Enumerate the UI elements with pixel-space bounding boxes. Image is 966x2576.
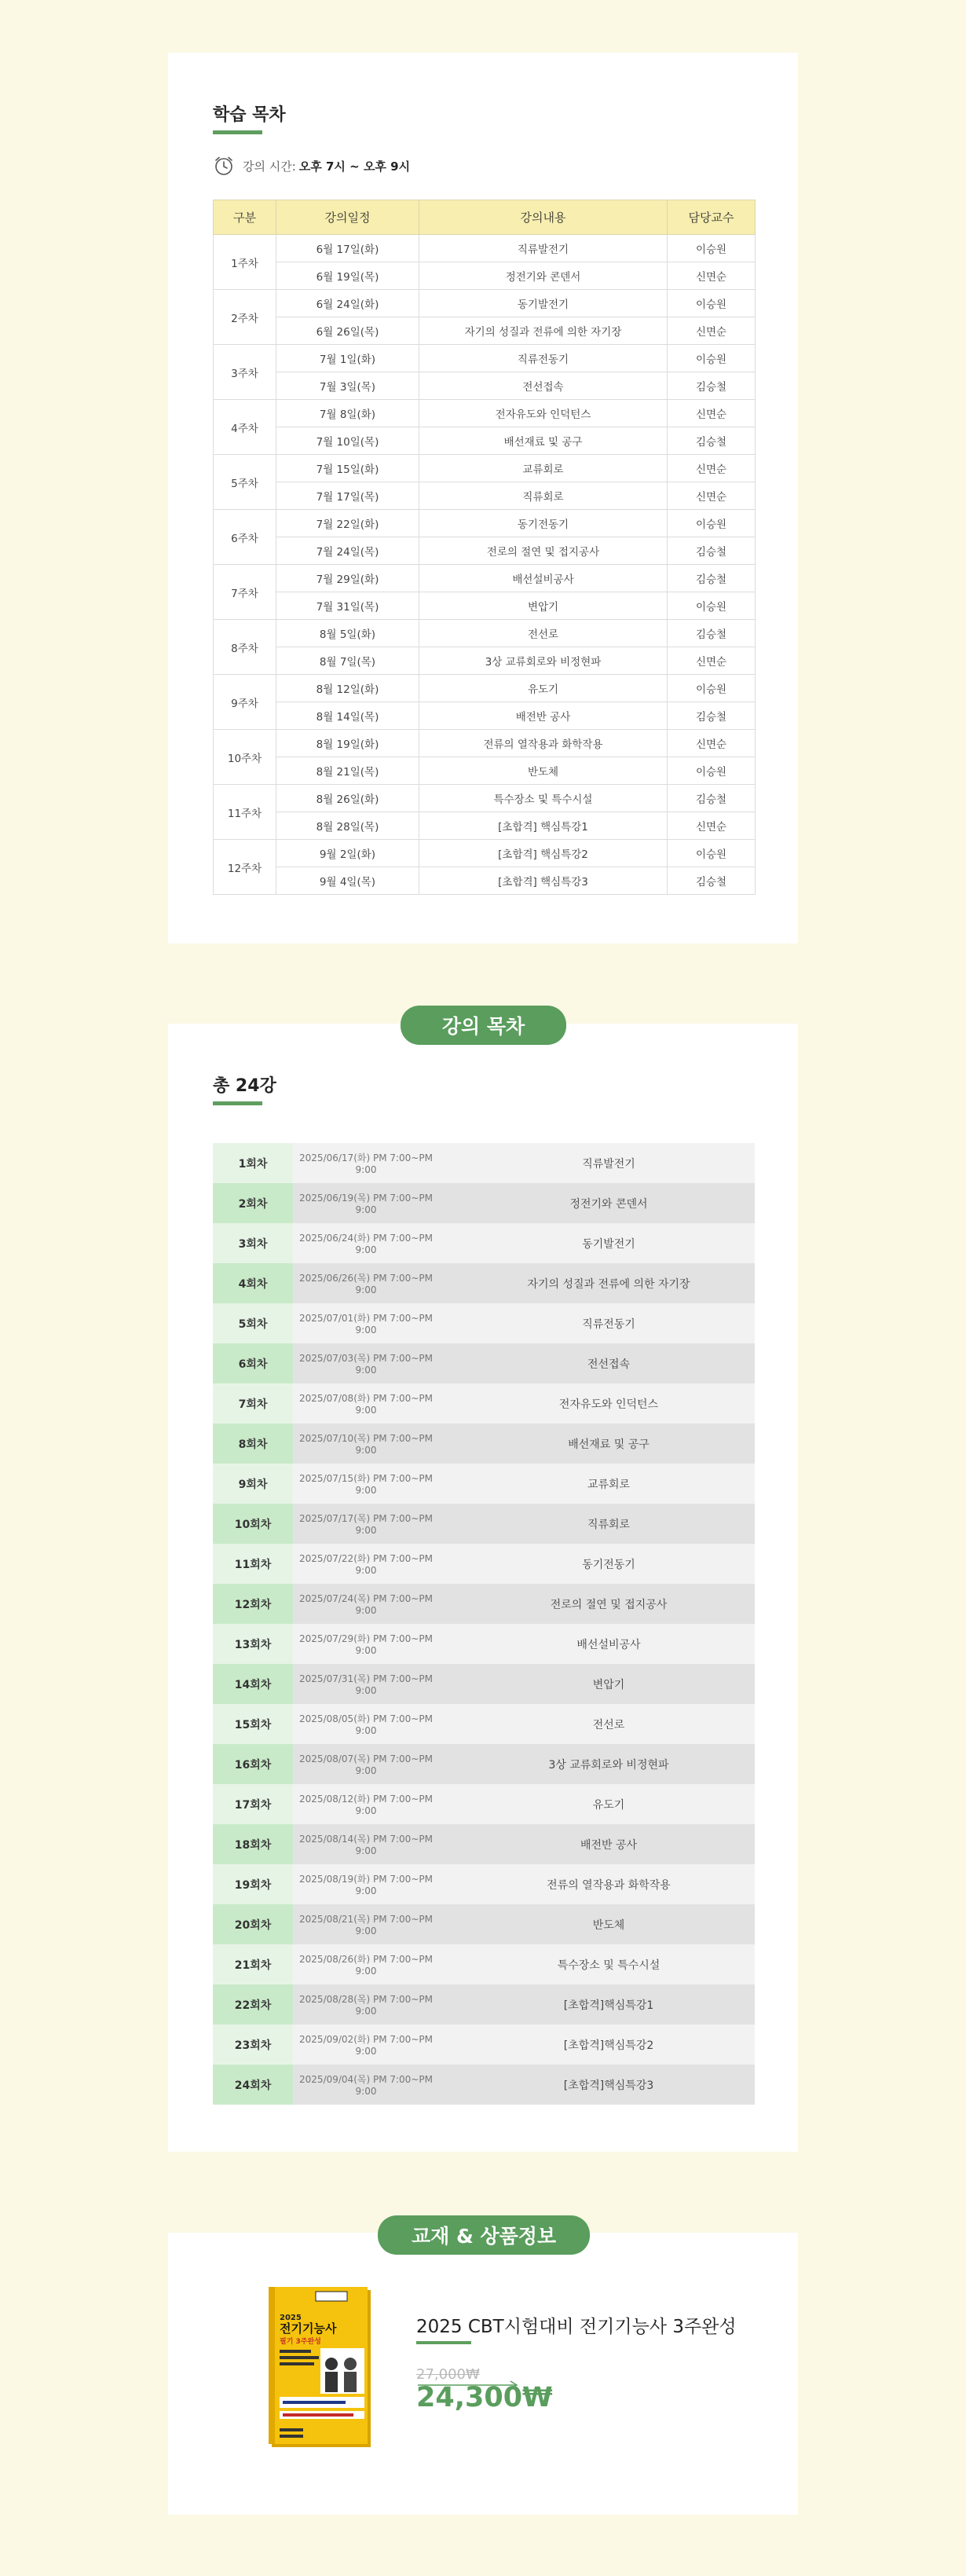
lecture-date: 2025/07/17(목) PM 7:00~PM 9:00 (299, 1513, 433, 1536)
week-cell: 1주차 (214, 235, 276, 290)
lecture-date: 2025/07/31(목) PM 7:00~PM 9:00 (299, 1673, 433, 1696)
lecture-title: 전자유도와 인덕턴스 (558, 1398, 659, 1411)
schedule-row (214, 592, 756, 620)
date-cell: 8월 5일(화) (276, 620, 419, 647)
lecture-row (213, 1784, 755, 1824)
product-name[interactable]: 2025 CBT시험대비 전기기능사 3주완성 (416, 2317, 737, 2337)
date-cell: 7월 10일(목) (276, 427, 419, 455)
professor-cell: 김승철 (668, 785, 756, 812)
title-underline (213, 1101, 262, 1105)
lecture-card (168, 1024, 798, 2152)
original-price: 27,000₩ (416, 2366, 480, 2383)
schedule-row (214, 537, 756, 565)
lecture-row (213, 1664, 755, 1704)
lecture-row (213, 1504, 755, 1544)
lecture-title: 반도체 (592, 1918, 625, 1932)
lecture-row (213, 1544, 755, 1584)
content-cell: 반도체 (419, 757, 668, 785)
lecture-number: 12회차 (213, 1584, 293, 1624)
professor-cell: 이승원 (668, 345, 756, 372)
lecture-date: 2025/09/02(화) PM 7:00~PM 9:00 (299, 2034, 433, 2057)
curriculum-title: 학습 목차 (213, 105, 286, 125)
date-cell: 8월 21일(목) (276, 757, 419, 785)
lecture-title: 3상 교류회로와 비정현파 (548, 1758, 669, 1772)
date-cell: 7월 3일(목) (276, 372, 419, 400)
week-cell: 5주차 (214, 455, 276, 510)
lecture-row (213, 1584, 755, 1624)
schedule-row (214, 812, 756, 840)
lecture-number: 4회차 (213, 1263, 293, 1303)
lecture-date: 2025/07/03(목) PM 7:00~PM 9:00 (299, 1353, 433, 1376)
lecture-row (213, 1143, 755, 1183)
lecture-number: 17회차 (213, 1784, 293, 1824)
date-cell: 7월 15일(화) (276, 455, 419, 482)
lecture-row (213, 1984, 755, 2025)
lecture-date: 2025/08/19(화) PM 7:00~PM 9:00 (299, 1874, 433, 1896)
header-content: 강의내용 (419, 200, 668, 235)
content-cell: 전자유도와 인덕턴스 (419, 400, 668, 427)
professor-cell: 신면순 (668, 455, 756, 482)
week-cell: 2주차 (214, 290, 276, 345)
professor-cell: 이승원 (668, 235, 756, 262)
lecture-title: 전류의 열작용과 화학작용 (547, 1878, 671, 1892)
schedule-row (214, 317, 756, 345)
content-cell: 3상 교류회로와 비정현파 (419, 647, 668, 675)
professor-cell: 이승원 (668, 757, 756, 785)
professor-cell: 이승원 (668, 290, 756, 317)
professor-cell: 김승철 (668, 867, 756, 895)
book-year: 2025 (280, 2314, 302, 2322)
content-cell: 동기전동기 (419, 510, 668, 537)
content-cell: 배선설비공사 (419, 565, 668, 592)
lecture-row (213, 1303, 755, 1343)
professor-cell: 김승철 (668, 372, 756, 400)
lecture-title: 직류전동기 (582, 1317, 635, 1331)
lecture-title: 교류회로 (587, 1478, 631, 1491)
lecture-date: 2025/08/21(목) PM 7:00~PM 9:00 (299, 1914, 433, 1937)
lecture-row (213, 1464, 755, 1504)
date-cell: 6월 17일(화) (276, 235, 419, 262)
content-cell: 변압기 (419, 592, 668, 620)
professor-cell: 김승철 (668, 565, 756, 592)
lecture-row (213, 1624, 755, 1664)
lecture-number: 9회차 (213, 1464, 293, 1504)
lecture-number: 21회차 (213, 1944, 293, 1984)
lecture-number: 20회차 (213, 1904, 293, 1944)
lecture-title: [초합격]핵심특강3 (563, 2079, 654, 2092)
lecture-row (213, 1263, 755, 1303)
lecture-number: 2회차 (213, 1183, 293, 1223)
lecture-title: 유도기 (592, 1798, 625, 1812)
week-cell: 8주차 (214, 620, 276, 675)
lecture-title: 동기전동기 (582, 1558, 635, 1571)
date-cell: 8월 7일(목) (276, 647, 419, 675)
date-cell: 8월 14일(목) (276, 702, 419, 730)
content-cell: 동기발전기 (419, 290, 668, 317)
date-cell: 7월 17일(목) (276, 482, 419, 510)
schedule-body (214, 235, 756, 895)
lecture-row (213, 1744, 755, 1784)
lecture-title: 배전반 공사 (580, 1838, 638, 1852)
schedule-row (214, 290, 756, 317)
lecture-row (213, 1944, 755, 1984)
week-cell: 7주차 (214, 565, 276, 620)
lecture-number: 5회차 (213, 1303, 293, 1343)
content-cell: 전선로 (419, 620, 668, 647)
header-week: 구분 (214, 200, 276, 235)
lecture-title: 변압기 (592, 1678, 625, 1691)
schedule-row (214, 372, 756, 400)
schedule-row (214, 235, 756, 262)
schedule-row (214, 400, 756, 427)
week-cell: 6주차 (214, 510, 276, 565)
content-cell: 유도기 (419, 675, 668, 702)
time-value: 오후 7시 ~ 오후 9시 (298, 159, 411, 174)
professor-cell: 김승철 (668, 702, 756, 730)
lecture-title: 자기의 성질과 전류에 의한 자기장 (527, 1277, 690, 1291)
professor-cell: 이승원 (668, 840, 756, 867)
product-card (168, 2233, 798, 2515)
date-cell: 8월 28일(목) (276, 812, 419, 840)
schedule-row (214, 867, 756, 895)
book-subtitle: 필기 3주완성 (280, 2338, 321, 2346)
content-cell: 전선접속 (419, 372, 668, 400)
lecture-date: 2025/07/15(화) PM 7:00~PM 9:00 (299, 1473, 433, 1496)
lecture-date: 2025/07/22(화) PM 7:00~PM 9:00 (299, 1553, 433, 1576)
date-cell: 9월 2일(화) (276, 840, 419, 867)
product-section-badge: 교재 & 상품정보 (378, 2215, 590, 2255)
lecture-number: 10회차 (213, 1504, 293, 1544)
lecture-date: 2025/06/24(화) PM 7:00~PM 9:00 (299, 1233, 433, 1255)
week-cell: 3주차 (214, 345, 276, 400)
content-cell: [초합격] 핵심특강1 (419, 812, 668, 840)
content-cell: 배선재료 및 공구 (419, 427, 668, 455)
schedule-row (214, 757, 756, 785)
lecture-date: 2025/07/29(화) PM 7:00~PM 9:00 (299, 1633, 433, 1656)
professor-cell: 신면순 (668, 482, 756, 510)
header-schedule: 강의일정 (276, 200, 419, 235)
lecture-row (213, 1183, 755, 1223)
date-cell: 7월 22일(화) (276, 510, 419, 537)
lecture-number: 18회차 (213, 1824, 293, 1864)
lecture-date: 2025/08/05(화) PM 7:00~PM 9:00 (299, 1713, 433, 1736)
schedule-row (214, 427, 756, 455)
lecture-number: 1회차 (213, 1143, 293, 1183)
content-cell: [초합격] 핵심특강2 (419, 840, 668, 867)
schedule-row (214, 620, 756, 647)
lecture-title: 배선설비공사 (576, 1638, 641, 1651)
lecture-date: 2025/06/17(화) PM 7:00~PM 9:00 (299, 1152, 433, 1175)
lecture-number: 11회차 (213, 1544, 293, 1584)
professor-cell: 김승철 (668, 537, 756, 565)
content-cell: 배전반 공사 (419, 702, 668, 730)
lecture-number: 23회차 (213, 2025, 293, 2065)
lecture-title: 직류발전기 (582, 1157, 635, 1171)
lecture-date: 2025/08/14(목) PM 7:00~PM 9:00 (299, 1834, 433, 1856)
date-cell: 6월 24일(화) (276, 290, 419, 317)
week-cell: 12주차 (214, 840, 276, 895)
content-cell: 자기의 성질과 전류에 의한 자기장 (419, 317, 668, 345)
lecture-date: 2025/08/12(화) PM 7:00~PM 9:00 (299, 1794, 433, 1816)
date-cell: 7월 8일(화) (276, 400, 419, 427)
lecture-date: 2025/06/26(목) PM 7:00~PM 9:00 (299, 1273, 433, 1295)
lecture-number: 19회차 (213, 1864, 293, 1904)
lecture-number: 24회차 (213, 2065, 293, 2105)
lecture-date: 2025/08/28(목) PM 7:00~PM 9:00 (299, 1994, 433, 2017)
schedule-row (214, 345, 756, 372)
lecture-count-title: 총 24강 (213, 1076, 276, 1096)
curriculum-card (168, 53, 798, 944)
lecture-title: 배선재료 및 공구 (568, 1438, 649, 1451)
lecture-title: 직류회로 (587, 1518, 631, 1531)
schedule-row (214, 565, 756, 592)
professor-cell: 신면순 (668, 400, 756, 427)
professor-cell: 이승원 (668, 510, 756, 537)
lecture-number: 13회차 (213, 1624, 293, 1664)
content-cell: 전로의 절연 및 접지공사 (419, 537, 668, 565)
lecture-row (213, 2065, 755, 2105)
content-cell: 직류회로 (419, 482, 668, 510)
schedule-row (214, 785, 756, 812)
lecture-number: 7회차 (213, 1383, 293, 1424)
schedule-row (214, 840, 756, 867)
schedule-row (214, 702, 756, 730)
schedule-row (214, 647, 756, 675)
date-cell: 7월 29일(화) (276, 565, 419, 592)
sale-price: 24,300₩ (416, 2382, 553, 2413)
lecture-date: 2025/08/07(목) PM 7:00~PM 9:00 (299, 1753, 433, 1776)
content-cell: [초합격] 핵심특강3 (419, 867, 668, 895)
date-cell: 8월 19일(화) (276, 730, 419, 757)
content-cell: 직류전동기 (419, 345, 668, 372)
lecture-row (213, 1704, 755, 1744)
lecture-time (213, 155, 410, 177)
clock-icon (213, 155, 235, 177)
professor-cell: 신면순 (668, 317, 756, 345)
week-cell: 4주차 (214, 400, 276, 455)
lecture-title: 전선로 (592, 1718, 625, 1731)
lecture-row (213, 1424, 755, 1464)
date-cell: 8월 12일(화) (276, 675, 419, 702)
week-cell: 9주차 (214, 675, 276, 730)
date-cell: 6월 26일(목) (276, 317, 419, 345)
content-cell: 특수장소 및 특수시설 (419, 785, 668, 812)
week-cell: 11주차 (214, 785, 276, 840)
lecture-row (213, 1824, 755, 1864)
lecture-title: [초합격]핵심특강2 (563, 2039, 654, 2052)
header-professor: 담당교수 (668, 200, 756, 235)
professor-cell: 신면순 (668, 812, 756, 840)
content-cell: 교류회로 (419, 455, 668, 482)
date-cell: 7월 1일(화) (276, 345, 419, 372)
time-label: 강의 시간: (243, 159, 296, 174)
lecture-section-badge: 강의 목차 (401, 1006, 566, 1045)
book-cover-image[interactable] (269, 2287, 374, 2449)
lecture-title: 동기발전기 (582, 1237, 635, 1251)
lecture-number: 3회차 (213, 1223, 293, 1263)
date-cell: 8월 26일(화) (276, 785, 419, 812)
lecture-title: 전로의 절연 및 접지공사 (550, 1598, 668, 1611)
professor-cell: 신면순 (668, 730, 756, 757)
content-cell: 전류의 열작용과 화학작용 (419, 730, 668, 757)
date-cell: 7월 31일(목) (276, 592, 419, 620)
lecture-date: 2025/07/08(화) PM 7:00~PM 9:00 (299, 1393, 433, 1416)
product-name-underline (416, 2341, 471, 2344)
lecture-title: 정전기와 콘덴서 (569, 1197, 648, 1211)
content-cell: 정전기와 콘덴서 (419, 262, 668, 290)
professor-cell: 김승철 (668, 427, 756, 455)
lecture-row (213, 1343, 755, 1383)
schedule-row (214, 675, 756, 702)
book-title: 전기기능사 (280, 2321, 337, 2336)
lecture-row (213, 1383, 755, 1424)
date-cell: 6월 19일(목) (276, 262, 419, 290)
professor-cell: 이승원 (668, 592, 756, 620)
schedule-row (214, 510, 756, 537)
lecture-number: 8회차 (213, 1424, 293, 1464)
schedule-row (214, 730, 756, 757)
lecture-row (213, 2025, 755, 2065)
lecture-number: 14회차 (213, 1664, 293, 1704)
lecture-number: 22회차 (213, 1984, 293, 2025)
lecture-number: 6회차 (213, 1343, 293, 1383)
date-cell: 7월 24일(목) (276, 537, 419, 565)
content-cell: 직류발전기 (419, 235, 668, 262)
lecture-date: 2025/07/10(목) PM 7:00~PM 9:00 (299, 1433, 433, 1456)
schedule-row (214, 482, 756, 510)
professor-cell: 이승원 (668, 675, 756, 702)
lecture-number: 16회차 (213, 1744, 293, 1784)
lecture-row (213, 1223, 755, 1263)
schedule-row (214, 262, 756, 290)
lecture-row (213, 1864, 755, 1904)
lecture-date: 2025/06/19(목) PM 7:00~PM 9:00 (299, 1193, 433, 1215)
lecture-date: 2025/09/04(목) PM 7:00~PM 9:00 (299, 2074, 433, 2097)
schedule-row (214, 455, 756, 482)
professor-cell: 김승철 (668, 620, 756, 647)
lecture-number: 15회차 (213, 1704, 293, 1744)
lecture-row (213, 1904, 755, 1944)
lecture-title: 특수장소 및 특수시설 (557, 1959, 660, 1972)
professor-cell: 신면순 (668, 647, 756, 675)
lecture-date: 2025/07/24(목) PM 7:00~PM 9:00 (299, 1593, 433, 1616)
date-cell: 9월 4일(목) (276, 867, 419, 895)
lecture-title: [초합격]핵심특강1 (563, 1999, 654, 2012)
lecture-list (213, 1143, 755, 2105)
title-underline (213, 130, 262, 134)
week-cell: 10주차 (214, 730, 276, 785)
lecture-title: 전선접속 (587, 1358, 631, 1371)
lecture-date: 2025/07/01(화) PM 7:00~PM 9:00 (299, 1313, 433, 1336)
schedule-table (213, 200, 756, 895)
professor-cell: 신면순 (668, 262, 756, 290)
lecture-date: 2025/08/26(화) PM 7:00~PM 9:00 (299, 1954, 433, 1977)
